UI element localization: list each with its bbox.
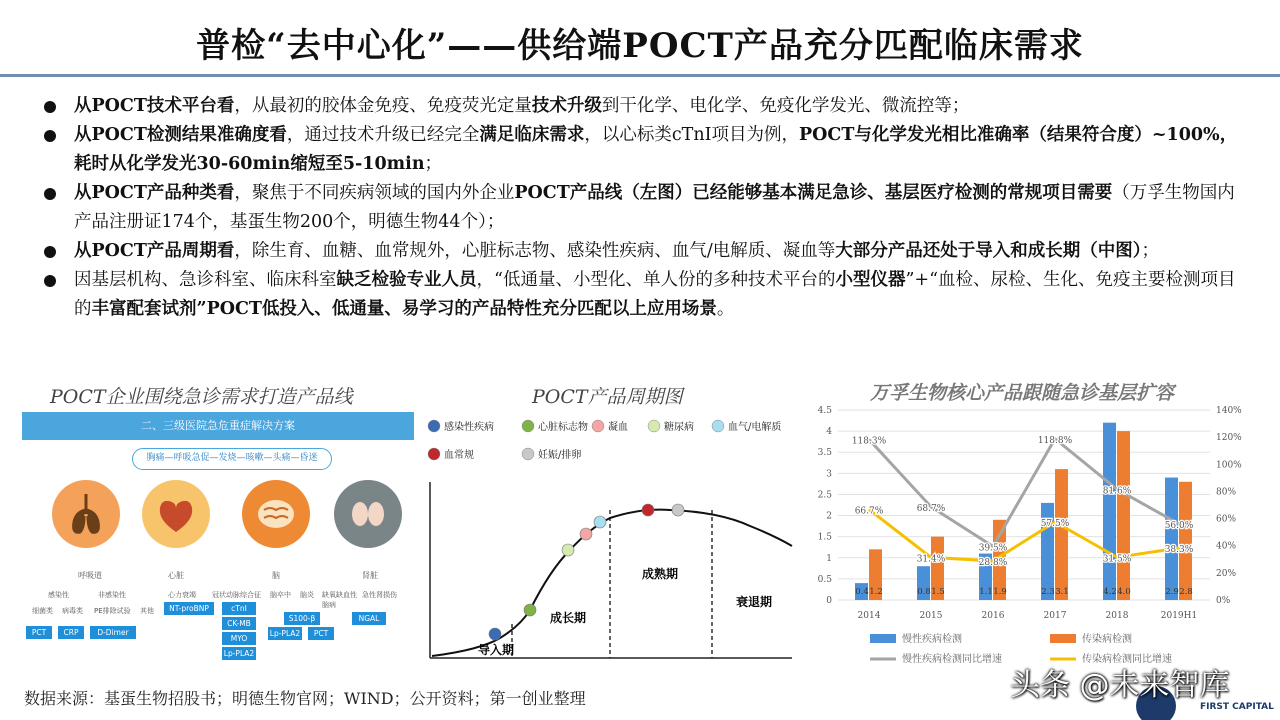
bar [1055, 469, 1068, 600]
y2-tick-label: 120% [1216, 433, 1242, 444]
legend-label: 传染病检测 [1082, 634, 1132, 645]
legend-marker [712, 420, 724, 432]
bullet-text: ”+“血检、尿检、生化、免疫主要检测项目的 [74, 270, 1236, 319]
bar-value-label: 0.4 [855, 587, 869, 597]
bullet-item [40, 266, 1250, 324]
left-panel-title: POCT企业围绕急诊需求打造产品线 [50, 386, 353, 408]
bar-value-label: 3.1 [1055, 587, 1069, 597]
bullet-emphasis: POCT产品线（左图）已经能够基本满足急诊、基层医疗检测的常规项目需要 [514, 183, 1113, 203]
brand-name: FIRST CAPITAL [1200, 702, 1274, 712]
category-label: 脑卒中 [270, 591, 291, 599]
legend-marker [428, 448, 440, 460]
bar-value-label: 1.1 [979, 587, 993, 597]
y2-tick-label: 0% [1216, 596, 1231, 606]
bullet-text: ； [424, 154, 443, 174]
bullet-list [40, 92, 1250, 324]
bullet-item [40, 179, 1250, 237]
bar-value-label: 0.8 [917, 587, 931, 597]
bullet-item [40, 121, 1250, 179]
stage-label: 成熟期 [642, 567, 679, 581]
legend-marker [428, 420, 440, 432]
legend-marker [648, 420, 660, 432]
line-value-label: 81.6% [1102, 486, 1132, 497]
product-point [672, 504, 684, 516]
organ-label: 心脏 [168, 571, 184, 580]
bullet-item [40, 237, 1250, 266]
legend-label: 慢性疾病检测同比增速 [902, 654, 1002, 665]
y2-tick-label: 40% [1216, 541, 1237, 552]
product-tag: cTnI [222, 602, 256, 615]
x-tick-label: 2015 [919, 611, 943, 621]
y-tick-label: 2 [826, 511, 832, 522]
stage-label: 衰退期 [736, 595, 773, 609]
category-label: 感染性 [48, 591, 69, 599]
x-tick-label: 2014 [857, 611, 881, 621]
line-value-label: 118.8% [1037, 435, 1073, 446]
product-point [642, 504, 654, 516]
line-value-label: 31.4% [916, 554, 946, 565]
y-tick-label: 2.5 [817, 490, 832, 501]
bar-value-label: 1.2 [869, 587, 883, 597]
legend-label: 传染病检测同比增速 [1082, 654, 1172, 665]
product-tag: Lp-PLA2 [269, 629, 301, 638]
legend-label: 妊娠/排卵 [538, 450, 582, 461]
y2-tick-label: 60% [1216, 514, 1237, 525]
y2-tick-label: 20% [1216, 568, 1237, 579]
organ-label: 肾脏 [362, 571, 378, 580]
bar-value-label: 4.2 [1103, 587, 1117, 597]
category-label: PE排除试验 [94, 607, 131, 615]
bullet-text: ，从最初的胶体金免疫、免疫荧光定量 [234, 96, 532, 116]
product-tag: Lp-PLA2 [223, 649, 255, 658]
line-value-label: 28.8% [978, 557, 1008, 568]
product-tag: NT-proBNP [164, 602, 214, 615]
organ-label: 脑 [272, 571, 280, 580]
kidney-icon [334, 480, 402, 548]
bullet-text: 因基层机构、急诊科室、临床科室 [74, 270, 337, 290]
line-value-label: 57.5% [1040, 518, 1070, 529]
bar [1103, 423, 1116, 600]
legend-label: 感染性疾病 [444, 422, 494, 433]
bullet-emphasis: 技术升级 [531, 96, 602, 116]
y-tick-label: 1.5 [817, 532, 832, 543]
bullet-dot [44, 101, 56, 113]
bullet-text: 到干化学、电化学、免疫化学发光、微流控等； [601, 96, 970, 116]
bar [1165, 478, 1178, 600]
legend-marker [522, 420, 534, 432]
bullet-emphasis: 大部分产品还处于导入和成长期（中图） [835, 241, 1142, 261]
bullet-emphasis: 从POCT产品种类看 [74, 183, 235, 203]
bar [1179, 482, 1192, 600]
legend-label: 心脏标志物 [538, 422, 588, 433]
category-label: 心力衰竭 [168, 591, 196, 599]
bullet-text: ，除生育、血糖、血常规外，心脏标志物、感染性疾病、血气/电解质、凝血等 [234, 241, 836, 261]
product-line-diagram [22, 412, 414, 662]
heart-icon [142, 480, 210, 548]
product-point [594, 516, 606, 528]
lifecycle-curve [432, 510, 792, 656]
brain-icon [242, 480, 310, 548]
title-divider [0, 74, 1280, 77]
category-label: 冠状动脉综合征 [212, 591, 261, 599]
legend-label: 血气/电解质 [728, 422, 782, 433]
product-point [524, 604, 536, 616]
product-tag: CRP [58, 626, 84, 639]
bullet-dot [44, 130, 56, 142]
stage-label: 成长期 [550, 611, 587, 625]
x-tick-label: 2017 [1043, 611, 1067, 621]
bullet-emphasis: 从POCT产品周期看 [74, 241, 235, 261]
bullet-emphasis: 缺乏检验专业人员 [336, 270, 477, 290]
y-tick-label: 4 [826, 427, 832, 438]
bar-value-label: 4.0 [1117, 587, 1131, 597]
product-tag: D-Dimer [90, 626, 136, 639]
bar-value-label: 2.8 [1179, 587, 1193, 597]
y-tick-label: 3 [826, 469, 832, 480]
wondfo-growth-chart [810, 400, 1260, 680]
bullet-emphasis: ”POCT低投入、低通量、易学习的产品特性充分匹配以上应用场景 [196, 299, 717, 319]
y2-tick-label: 100% [1216, 460, 1242, 471]
bar-value-label: 2.3 [1041, 587, 1055, 597]
product-tag: MYO [222, 632, 256, 645]
y2-tick-label: 140% [1216, 406, 1242, 416]
bar [1041, 503, 1054, 600]
x-tick-label: 2016 [981, 611, 1005, 621]
bullet-emphasis: 从POCT技术平台看 [74, 96, 235, 116]
bullet-emphasis: POCT与化学发光相比准确率（结果符合度）~100%，耗时从化学发光30-60min缩短至5-10min [74, 125, 1238, 174]
bullet-text: ，通过技术升级已经完全 [286, 125, 480, 145]
x-tick-label: 2018 [1105, 611, 1129, 621]
line-value-label: 66.7% [854, 506, 884, 517]
product-tag: PCT [308, 627, 334, 640]
legend-marker [522, 448, 534, 460]
legend-swatch [1050, 634, 1076, 643]
product-point [580, 528, 592, 540]
lungs-icon [52, 480, 120, 548]
line-value-label: 68.7% [916, 503, 946, 514]
product-tag: PCT [26, 626, 52, 639]
series-line [869, 439, 1179, 547]
y-tick-label: 0.5 [817, 574, 832, 585]
category-label: 细菌类 [32, 607, 53, 615]
bullet-text: 。 [716, 299, 735, 319]
product-lifecycle-diagram [420, 410, 800, 672]
legend-label: 凝血 [608, 422, 628, 433]
x-tick-label: 2019H1 [1160, 611, 1198, 621]
line-value-label: 31.5% [1102, 554, 1132, 565]
product-tag: NGAL [352, 612, 386, 625]
bar-value-label: 2.9 [1165, 587, 1179, 597]
category-label: 其他 [140, 607, 154, 615]
bullet-dot [44, 188, 56, 200]
bullet-emphasis: 满足临床需求 [479, 125, 585, 145]
bullet-text: ； [1141, 241, 1160, 261]
product-point [562, 544, 574, 556]
bullet-text: ，以心标类cTnI项目为例， [584, 125, 800, 145]
bullet-text: ，聚焦于不同疾病领域的国内外企业 [234, 183, 515, 203]
organ-label: 呼吸道 [78, 571, 102, 580]
bullet-dot [44, 275, 56, 287]
bar [1117, 431, 1130, 600]
product-tag: CK-MB [222, 617, 256, 630]
y-tick-label: 3.5 [817, 448, 832, 459]
legend-label: 慢性疾病检测 [902, 634, 962, 645]
data-source-note: 数据来源：基蛋生物招股书；明德生物官网；WIND；公开资料；第一创业整理 [24, 689, 586, 708]
stage-label: 导入期 [478, 643, 515, 657]
category-label: 急性肾损伤 [362, 591, 397, 599]
y2-tick-label: 80% [1216, 487, 1237, 498]
legend-label: 血常规 [444, 450, 474, 461]
right-panel-title: 万孚生物核心产品跟随急诊基层扩容 [870, 382, 1175, 404]
bar-value-label: 1.5 [931, 587, 945, 597]
diagram-banner: 二、三级医院急危重症解决方案 [22, 412, 414, 440]
category-label: 病毒类 [62, 607, 83, 615]
watermark-text: 头条 @未来智库 [1010, 668, 1230, 703]
bullet-emphasis: 丰富配套试剂 [91, 299, 197, 319]
middle-panel-title: POCT产品周期图 [532, 386, 683, 408]
bullet-text: ，“低通量、小型化、单人份的多种技术平台的 [476, 270, 836, 290]
legend-label: 糖尿病 [664, 422, 694, 433]
line-value-label: 118.3% [851, 436, 887, 447]
category-label: 缺氧缺血性脑病 [322, 591, 357, 609]
product-point [489, 628, 501, 640]
series-line [869, 509, 1179, 560]
bar-value-label: 1.9 [993, 587, 1007, 597]
symptom-chain: 胸痛—呼吸急促—发烧—咳嗽—头痛—昏迷 [132, 448, 332, 470]
bullet-item [40, 92, 1250, 121]
bullet-emphasis: 小型仪器 [835, 270, 906, 290]
page-title: 普检“去中心化”——供给端POCT产品充分匹配临床需求 [196, 26, 1084, 66]
bullet-emphasis: 从POCT检测结果准确度看 [74, 125, 287, 145]
line-value-label: 56.0% [1164, 521, 1194, 531]
bullet-text: （万孚生物国内产品注册证174个，基蛋生物200个，明德生物44个）； [74, 183, 1235, 232]
category-label: 脑炎 [300, 591, 314, 599]
y-tick-label: 1 [826, 553, 832, 564]
legend-swatch [870, 634, 896, 643]
line-value-label: 38.3% [1164, 545, 1194, 556]
category-label: 非感染性 [98, 591, 126, 599]
y-tick-label: 4.5 [817, 406, 832, 416]
legend-marker [592, 420, 604, 432]
line-value-label: 39.5% [978, 543, 1008, 554]
y-tick-label: 0 [826, 596, 832, 606]
bullet-dot [44, 246, 56, 258]
product-tag: S100-β [284, 612, 320, 625]
